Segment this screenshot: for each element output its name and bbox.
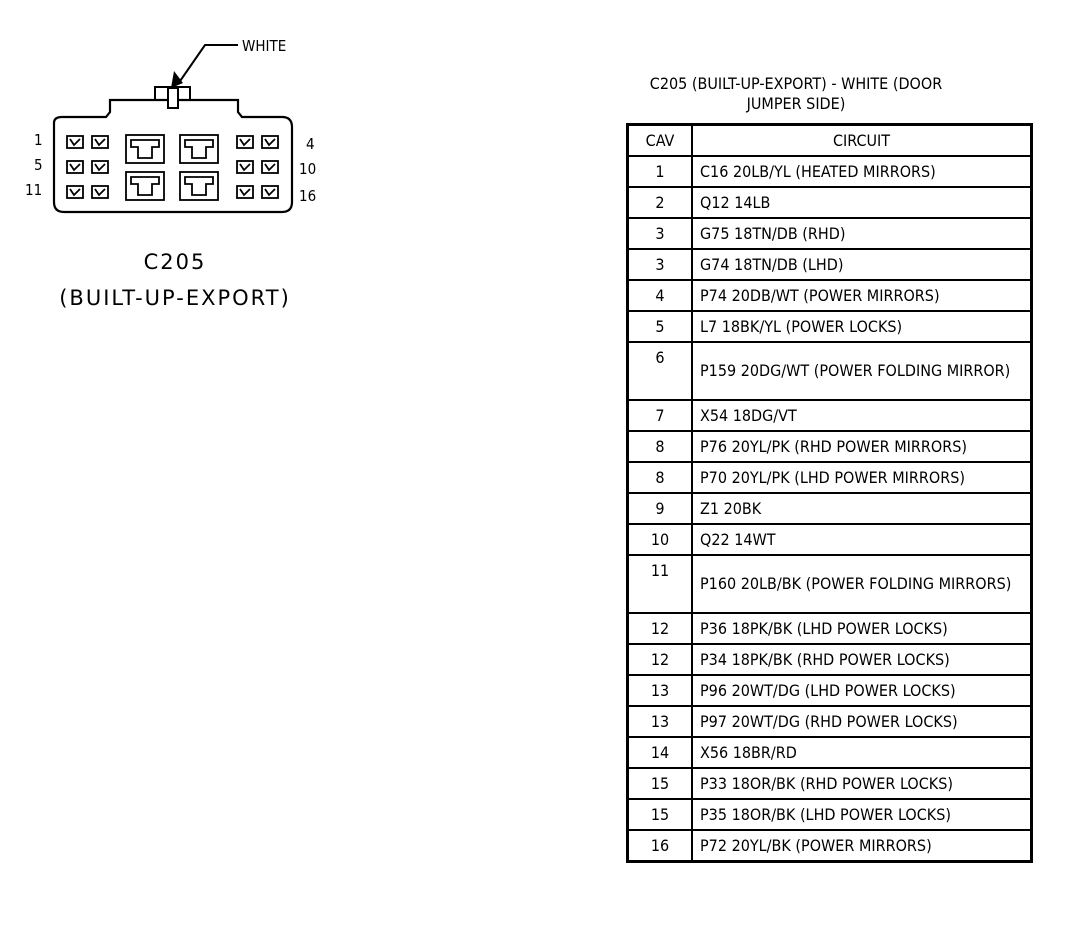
table-row (628, 462, 1032, 493)
cav-cell: 8 (628, 431, 693, 462)
cav-cell: 1 (628, 156, 693, 187)
pin-label-right-bottom: 16 (299, 187, 317, 205)
table-row (628, 187, 1032, 218)
cav-cell: 14 (628, 737, 693, 768)
table-header-row (628, 125, 1032, 157)
table-row (628, 768, 1032, 799)
circuit-cell: P33 18OR/BK (RHD POWER LOCKS) (692, 768, 1032, 799)
circuit-cell: P96 20WT/DG (LHD POWER LOCKS) (692, 675, 1032, 706)
circuit-cell: Q22 14WT (692, 524, 1032, 555)
cav-cell: 5 (628, 311, 693, 342)
table-row (628, 342, 1032, 400)
cav-cell: 12 (628, 644, 693, 675)
cav-cell: 10 (628, 524, 693, 555)
cav-cell: 16 (628, 830, 693, 862)
circuit-cell: C16 20LB/YL (HEATED MIRRORS) (692, 156, 1032, 187)
table-title: C205 (BUILT-UP-EXPORT) - WHITE (DOOR JUMPER SIDE) (649, 74, 943, 113)
pinout-table-body (628, 156, 1032, 862)
table-row (628, 737, 1032, 768)
circuit-cell: Z1 20BK (692, 493, 1032, 524)
cav-cell: 6 (628, 342, 693, 400)
cav-cell: 2 (628, 187, 693, 218)
table-row (628, 830, 1032, 862)
table-row (628, 280, 1032, 311)
pin-label-left-bottom: 11 (25, 181, 43, 199)
table-row (628, 799, 1032, 830)
header-cav: CAV (628, 125, 693, 157)
connector-latch (155, 87, 190, 108)
circuit-cell: L7 18BK/YL (POWER LOCKS) (692, 311, 1032, 342)
connector-face-diagram (0, 0, 340, 230)
cav-cell: 3 (628, 249, 693, 280)
table-row (628, 156, 1032, 187)
table-row (628, 431, 1032, 462)
header-circuit: CIRCUIT (692, 125, 1032, 157)
circuit-cell: G75 18TN/DB (RHD) (692, 218, 1032, 249)
cav-cell: 13 (628, 706, 693, 737)
pin-label-left-middle: 5 (34, 156, 43, 174)
circuit-cell: Q12 14LB (692, 187, 1032, 218)
circuit-cell: P72 20YL/BK (POWER MIRRORS) (692, 830, 1032, 862)
table-row (628, 644, 1032, 675)
cavity-group-large (126, 135, 218, 200)
cav-cell: 15 (628, 768, 693, 799)
cavity-group-left (67, 136, 108, 198)
table-row (628, 613, 1032, 644)
circuit-cell: P34 18PK/BK (RHD POWER LOCKS) (692, 644, 1032, 675)
circuit-cell: P160 20LB/BK (POWER FOLDING MIRRORS) (692, 555, 1032, 613)
color-callout-leader (171, 45, 238, 88)
circuit-cell: P70 20YL/PK (LHD POWER MIRRORS) (692, 462, 1032, 493)
table-row (628, 400, 1032, 431)
circuit-cell: X54 18DG/VT (692, 400, 1032, 431)
table-row (628, 311, 1032, 342)
circuit-cell: P36 18PK/BK (LHD POWER LOCKS) (692, 613, 1032, 644)
connector-housing (54, 100, 292, 212)
cav-cell: 15 (628, 799, 693, 830)
cavity-group-right (237, 136, 278, 198)
color-callout-label: WHITE (242, 37, 287, 55)
pin-label-right-top: 4 (306, 135, 315, 153)
cav-cell: 3 (628, 218, 693, 249)
circuit-cell: P74 20DB/WT (POWER MIRRORS) (692, 280, 1032, 311)
pin-label-right-middle: 10 (299, 160, 317, 178)
cav-cell: 11 (628, 555, 693, 613)
table-row (628, 555, 1032, 613)
table-row (628, 218, 1032, 249)
circuit-cell: P35 18OR/BK (LHD POWER LOCKS) (692, 799, 1032, 830)
pin-label-left-top: 1 (34, 131, 43, 149)
connector-name: C205 (143, 250, 207, 274)
table-row (628, 675, 1032, 706)
cav-cell: 8 (628, 462, 693, 493)
circuit-cell: P76 20YL/PK (RHD POWER MIRRORS) (692, 431, 1032, 462)
cav-cell: 4 (628, 280, 693, 311)
cav-cell: 13 (628, 675, 693, 706)
table-row (628, 706, 1032, 737)
circuit-cell: P97 20WT/DG (RHD POWER LOCKS) (692, 706, 1032, 737)
pinout-table (626, 123, 1033, 863)
table-row (628, 249, 1032, 280)
circuit-cell: P159 20DG/WT (POWER FOLDING MIRROR) (692, 342, 1032, 400)
connector-variant: (BUILT-UP-EXPORT) (59, 286, 291, 310)
circuit-cell: X56 18BR/RD (692, 737, 1032, 768)
cav-cell: 7 (628, 400, 693, 431)
cav-cell: 12 (628, 613, 693, 644)
circuit-cell: G74 18TN/DB (LHD) (692, 249, 1032, 280)
table-row (628, 524, 1032, 555)
table-row (628, 493, 1032, 524)
cav-cell: 9 (628, 493, 693, 524)
